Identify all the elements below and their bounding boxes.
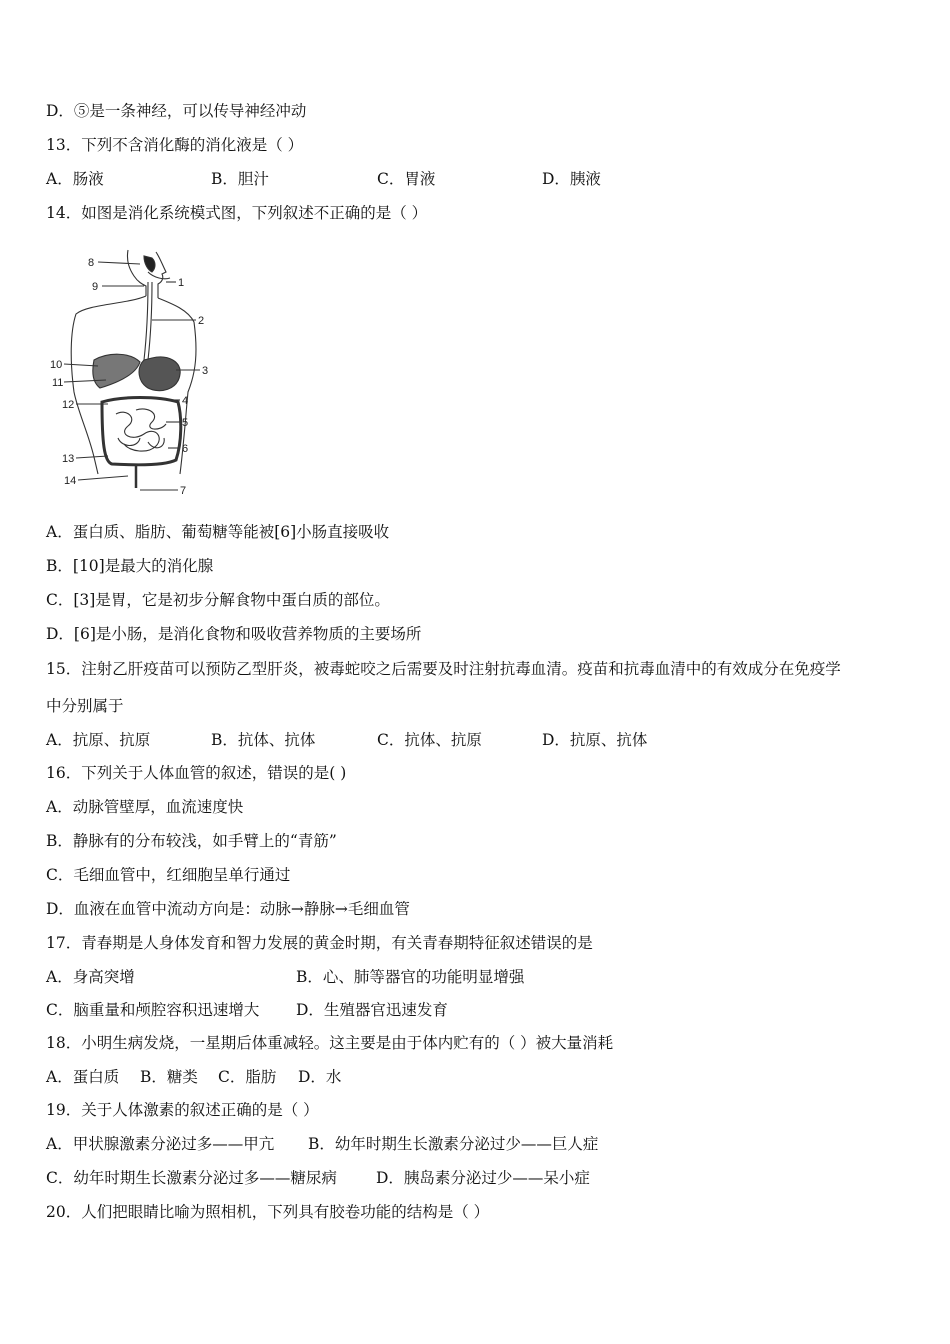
q17-option-a: A．身高突增: [46, 968, 135, 986]
oral-cavity: [144, 256, 155, 272]
q17-option-c: C．脑重量和颅腔容积迅速增大: [46, 1001, 260, 1019]
face-outline: [156, 252, 166, 298]
q15-option-b: B．抗体、抗体: [211, 731, 316, 749]
q14-option-b: B．[10]是最大的消化腺: [46, 557, 214, 575]
q18-option-c: C．脂肪: [218, 1068, 277, 1086]
q19-option-b: B．幼年时期生长激素分泌过少——巨人症: [308, 1135, 599, 1153]
q13-option-a: A．肠液: [46, 170, 104, 188]
label-10: 10: [50, 359, 63, 371]
salivary: [148, 272, 170, 279]
q18-stem: 18．小明生病发烧，一星期后体重减轻。这主要是由于体内贮有的（ ）被大量消耗: [46, 1034, 614, 1052]
label-4: 4: [182, 395, 189, 407]
esophagus-wall: [148, 282, 152, 360]
q18-option-a: A．蛋白质: [46, 1068, 120, 1086]
q16-option-a: A．动脉管壁厚，血流速度快: [46, 798, 244, 816]
q14-stem: 14．如图是消化系统模式图，下列叙述不正确的是（ ）: [46, 204, 428, 222]
q12-option-d: D．⑤是一条神经，可以传导神经冲动: [46, 102, 307, 120]
q14-option-d: D．[6]是小肠，是消化食物和吸收营养物质的主要场所: [46, 625, 422, 643]
head-outline: [127, 250, 146, 296]
leader-13: [76, 456, 108, 458]
q15-option-d: D．抗原、抗体: [542, 731, 648, 749]
q19-option-d: D．胰岛素分泌过少——呆小症: [376, 1169, 590, 1187]
q16-option-c: C．毛细血管中，红细胞呈单行通过: [46, 866, 291, 884]
q19-option-c: C．幼年时期生长激素分泌过多——糖尿病: [46, 1169, 337, 1187]
label-7: 7: [180, 485, 187, 497]
q15-stem-line1: 15．注射乙肝疫苗可以预防乙型肝炎，被毒蛇咬之后需要及时注射抗毒血清。疫苗和抗毒血清中的有效成分在免疫学: [46, 660, 841, 678]
label-14: 14: [64, 475, 77, 487]
q18-option-b: B．糖类: [140, 1068, 198, 1086]
q15-option-c: C．抗体、抗原: [377, 731, 482, 749]
liver: [93, 354, 140, 388]
q13-option-b: B．胆汁: [211, 170, 269, 188]
label-6: 6: [182, 443, 189, 455]
q13-stem: 13．下列不含消化酶的消化液是（ ）: [46, 136, 304, 154]
digestive-system-diagram: [48, 242, 218, 497]
q15-option-a: A．抗原、抗原: [46, 731, 151, 749]
label-2: 2: [198, 315, 205, 327]
label-9: 9: [92, 281, 99, 293]
leader-8: [98, 262, 140, 264]
label-13: 13: [62, 453, 75, 465]
q13-option-c: C．胃液: [377, 170, 436, 188]
q16-option-d: D．血液在血管中流动方向是：动脉→静脉→毛细血管: [46, 900, 410, 918]
q17-stem: 17．青春期是人身体发育和智力发展的黄金时期，有关青春期特征叙述错误的是: [46, 934, 593, 952]
label-11: 11: [52, 377, 64, 389]
q18-option-d: D．水: [298, 1068, 342, 1086]
q16-stem: 16．下列关于人体血管的叙述，错误的是( ): [46, 764, 347, 782]
q19-stem: 19．关于人体激素的叙述正确的是（ ）: [46, 1101, 319, 1119]
q16-option-b: B．静脉有的分布较浅，如手臂上的“青筋”: [46, 832, 337, 850]
q19-option-a: A．甲状腺激素分泌过多——甲亢: [46, 1135, 275, 1153]
leader-14: [78, 476, 128, 480]
label-12: 12: [62, 399, 75, 411]
label-5: 5: [182, 417, 189, 429]
q17-option-d: D．生殖器官迅速发育: [296, 1001, 448, 1019]
large-intestine: [102, 398, 181, 465]
q17-option-b: B．心、肺等器官的功能明显增强: [296, 968, 525, 986]
q13-option-d: D．胰液: [542, 170, 601, 188]
label-1: 1: [178, 277, 185, 289]
q14-option-c: C．[3]是胃，它是初步分解食物中蛋白质的部位。: [46, 591, 390, 609]
label-8: 8: [88, 257, 95, 269]
q15-stem-line2: 中分别属于: [46, 697, 124, 715]
label-3: 3: [202, 365, 209, 377]
stomach: [139, 357, 180, 391]
small-intestine-coils: [118, 438, 164, 448]
q20-stem: 20．人们把眼睛比喻为照相机，下列具有胶卷功能的结构是（ ）: [46, 1203, 490, 1221]
q14-option-a: A．蛋白质、脂肪、葡萄糖等能被[6]小肠直接吸收: [46, 523, 390, 541]
